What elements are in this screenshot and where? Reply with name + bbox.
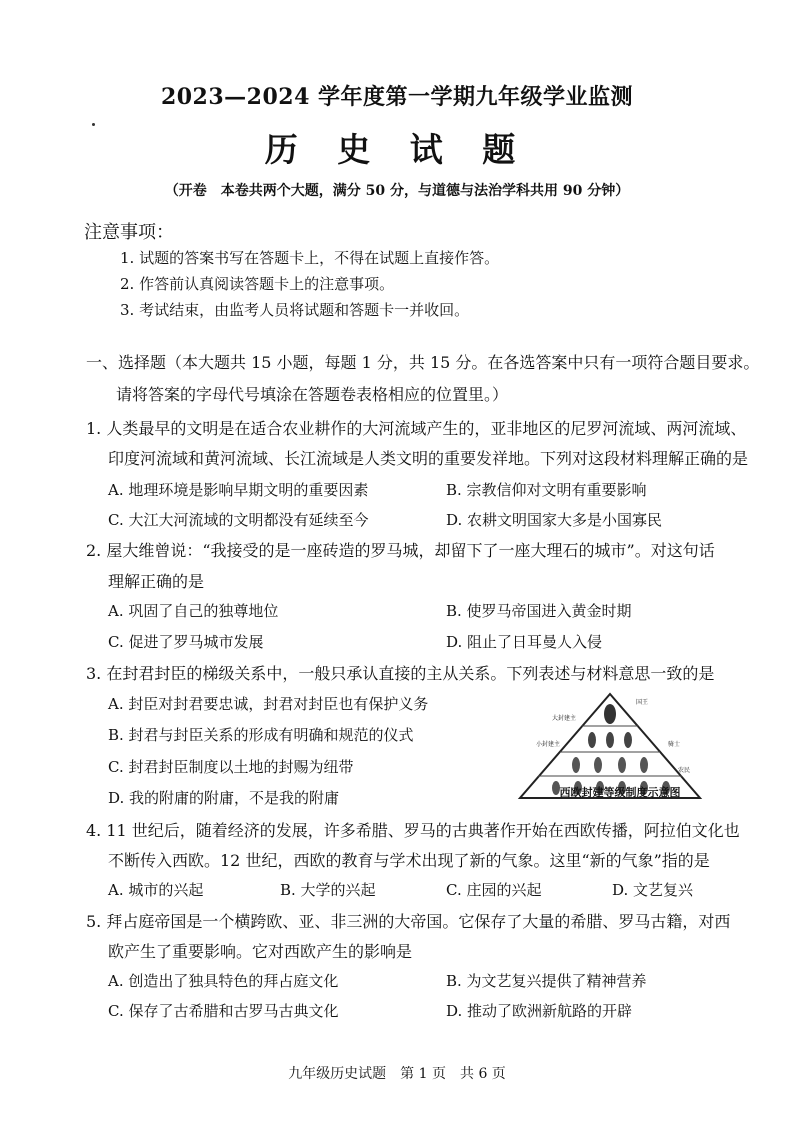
exam-title: 2023—2024 学年度第一学期九年级学业监测 <box>160 84 634 110</box>
q2-option-c: C. 促进了罗马城市发展 <box>108 633 264 651</box>
q5-option-b: B. 为文艺复兴提供了精神营养 <box>446 972 647 990</box>
lord-figure <box>588 732 596 748</box>
q1-option-a: A. 地理环境是影响早期文明的重要因素 <box>108 481 369 499</box>
q5-option-a: A. 创造出了独具特色的拜占庭文化 <box>108 972 339 990</box>
q2-option-d: D. 阻止了日耳曼人入侵 <box>446 633 603 651</box>
q5-option-d: D. 推动了欧洲新航路的开辟 <box>446 1002 633 1020</box>
figure-label: 农民 <box>678 767 691 774</box>
notice-item: 1. 试题的答案书写在答题卡上，不得在试题上直接作答。 <box>120 249 500 267</box>
king-figure <box>604 704 616 724</box>
q2-option-a: A. 巩固了自己的独尊地位 <box>108 602 279 620</box>
figure-label: 国王 <box>636 699 649 706</box>
figure-caption: 西欧封建等级制度示意图 <box>559 786 681 799</box>
vassal-figure <box>572 757 580 773</box>
q4-option-a: A. 城市的兴起 <box>108 881 204 899</box>
section-heading: 一、选择题（本大题共 15 小题，每题 1 分，共 15 分。在各选答案中只有一项符合题目要求。 <box>86 353 760 372</box>
question-2-line-1: 2. 屋大维曾说：“我接受的是一座砖造的罗马城，却留下了一座大理石的城市”。对这句话 <box>86 541 715 560</box>
q5-option-c: C. 保存了古希腊和古罗马古典文化 <box>108 1002 339 1020</box>
question-5-line-2: 欧产生了重要影响。它对西欧产生的影响是 <box>108 942 413 961</box>
q1-option-b: B. 宗教信仰对文明有重要影响 <box>446 481 647 499</box>
q4-option-c: C. 庄园的兴起 <box>446 881 542 899</box>
q3-option-b: B. 封君与封臣关系的形成有明确和规范的仪式 <box>108 726 414 744</box>
lord-figure <box>606 732 614 748</box>
exam-info: （开卷 本卷共两个大题，满分 50 分，与道德与法治学科共用 90 分钟） <box>164 183 630 199</box>
question-4-line-2: 不断传入西欧。12 世纪，西欧的教育与学术出现了新的气象。这里“新的气象”指的是 <box>108 851 710 870</box>
question-4-line-1: 4. 11 世纪后，随着经济的发展，许多希腊、罗马的古典著作开始在西欧传播，阿拉伯文化也 <box>86 821 740 840</box>
figure-label: 大封建主 <box>552 715 577 722</box>
vassal-figure <box>594 757 602 773</box>
question-1-line-1: 1. 人类最早的文明是在适合农业耕作的大河流域产生的，亚非地区的尼罗河流域、两河流域、 <box>86 419 747 438</box>
vassal-figure <box>640 757 648 773</box>
figure-label: 小封建主 <box>536 741 561 748</box>
question-1-line-2: 印度河流域和黄河流域、长江流域是人类文明的重要发祥地。下列对这段材料理解正确的是 <box>108 449 749 468</box>
q4-option-d: D. 文艺复兴 <box>612 881 694 899</box>
subject-title: 历 史 试 题 <box>264 130 530 169</box>
section-instruction: 请将答案的字母代号填涂在答题卷表格相应的位置里。） <box>116 385 509 404</box>
notice-item: 2. 作答前认真阅读答题卡上的注意事项。 <box>120 275 395 293</box>
question-2-line-2: 理解正确的是 <box>108 572 205 591</box>
figure-label: 骑士 <box>668 741 681 748</box>
q1-option-c: C. 大江大河流域的文明都没有延续至今 <box>108 511 369 529</box>
q3-option-d: D. 我的附庸的附庸，不是我的附庸 <box>108 789 340 807</box>
vassal-figure <box>618 757 626 773</box>
q4-option-b: B. 大学的兴起 <box>280 881 376 899</box>
notice-item: 3. 考试结束，由监考人员将试题和答题卡一并收回。 <box>120 301 470 319</box>
notice-title: 注意事项： <box>84 222 174 243</box>
question-5-line-1: 5. 拜占庭帝国是一个横跨欧、亚、非三洲的大帝国。它保存了大量的希腊、罗马古籍，对西 <box>86 912 731 931</box>
q3-option-c: C. 封君封臣制度以土地的封赐为纽带 <box>108 758 354 776</box>
question-3-line-1: 3. 在封君封臣的梯级关系中，一般只承认直接的主从关系。下列表述与材料意思一致的是 <box>86 664 715 683</box>
page-footer: 九年级历史试题 第 1 页 共 6 页 <box>288 1066 506 1082</box>
q1-option-d: D. 农耕文明国家大多是小国寡民 <box>446 511 663 529</box>
q3-option-a: A. 封臣对封君要忠诚，封君对封臣也有保护义务 <box>108 695 429 713</box>
q2-option-b: B. 使罗马帝国进入黄金时期 <box>446 602 632 620</box>
lord-figure <box>624 732 632 748</box>
